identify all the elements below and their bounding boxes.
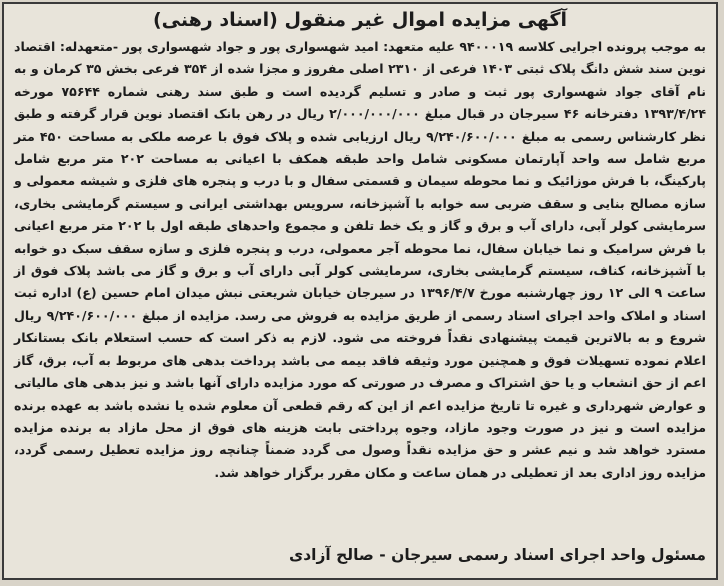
notice-signature: مسئول واحد اجرای اسناد رسمی سیرجان - صالح آزادی	[288, 546, 706, 564]
notice-body: به موجب پرونده اجرایی کلاسه ۹۴۰۰۰۱۹ علیه متعهد: امید شهسواری پور و جواد شهسواری پور -متعهدله: اقتصاد نوین سند شش دانگ پلاک ثبتی ۱۴۰۳ فرعی از ۲۳۱۰ اصلی مفروز و مجزا شده از ۳۵۴ فرعی بخش ۳۵ کرمان و به نام آقای جواد شهسواری پور ثبت و صادر و تسلیم گردیده است و طبق سند رهنی شماره ۷۵۶۴۴ مورخه ۱۳۹۳/۴/۲۴ دفترخانه ۴۶ سیرجان در قبال مبلغ ۲/۰۰۰/۰۰۰/۰۰۰ ریال در رهن بانک اقتصاد نوین قرار گرفته و طبق نظر کارشناس رسمی به مبلغ ۹/۲۴۰/۶۰۰/۰۰۰ ریال ارزیابی شده و پلاک فوق با عرصه ملکی به مساحت ۴۵۰ متر مربع شامل سه واحد آپارتمان مسکونی شامل واحد طبقه همکف با اعیانی به مساحت ۲۰۲ متر مربع شامل پارکینگ، با فرش موزائیک و نما محوطه سیمان و قسمتی سفال و با درب و پنجره های فلزی و شیشه معمولی و سازه مصالح بنایی و سقف ضربی سه خوابه با آشپزخانه، سرویس بهداشتی ایرانی و سیستم گرمایشی بخاری، سرمایشی کولر آبی، دارای آب و برق و گاز و یک خط تلفن و مجموع واحدهای طبقه اول با ۲۰۲ متر مربع اعیانی با فرش سرامیک و نما خیابان سفال، نما محوطه آجر معمولی، درب و پنجره فلزی و سازه سقف سبک دو خوابه با آشپزخانه، کناف، سیستم گرمایشی بخاری، سرمایشی کولر آبی دارای آب و برق و گاز می باشد پلاک فوق از ساعت ۹ الی ۱۲ روز چهارشنبه مورخ ۱۳۹۶/۴/۷ در سیرجان خیابان شریعتی نبش میدان امام حسین (ع) اداره ثبت اسناد و املاک واحد اجرای اسناد رسمی از طریق مزایده به فروش می رسد. مزایده از مبلغ ۹/۲۴۰/۶۰۰/۰۰۰ ریال شروع و به بالاترین قیمت پیشنهادی نقداً فروخته می شود. لازم به ذکر است که حسب استعلام بانک بستانکار اعلام نموده تسهیلات فوق و همچنین مورد وثیقه فاقد بیمه می باشد پرداخت بدهی های مربوط به آب، برق، گاز اعم از حق انشعاب و یا حق اشتراک و مصرف در صورتی که مورد مزایده دارای آنها باشد و نیز بدهی های مالیاتی و عوارض شهرداری و غیره تا تاریخ مزایده اعم از این که رقم قطعی آن معلوم شده یا نشده باشد به عهده برنده مزایده است و نیز در صورت وجود مازاد، وجوه پرداختی بابت هزینه های فوق از محل مازاد به برنده مزایده مسترد خواهد شد و نیم عشر و حق مزایده نقداً وصول می گردد ضمناً چنانچه روز مزایده تعطیل رسمی گردد، مزایده روز اداری بعد از تعطیلی در همان ساعت و مکان مقرر برگزار خواهد شد.	[14, 39, 707, 480]
auction-notice	[2, 2, 718, 580]
notice-title: آگهی مزایده اموال غیر منقول (اسناد رهنی)	[152, 9, 568, 31]
